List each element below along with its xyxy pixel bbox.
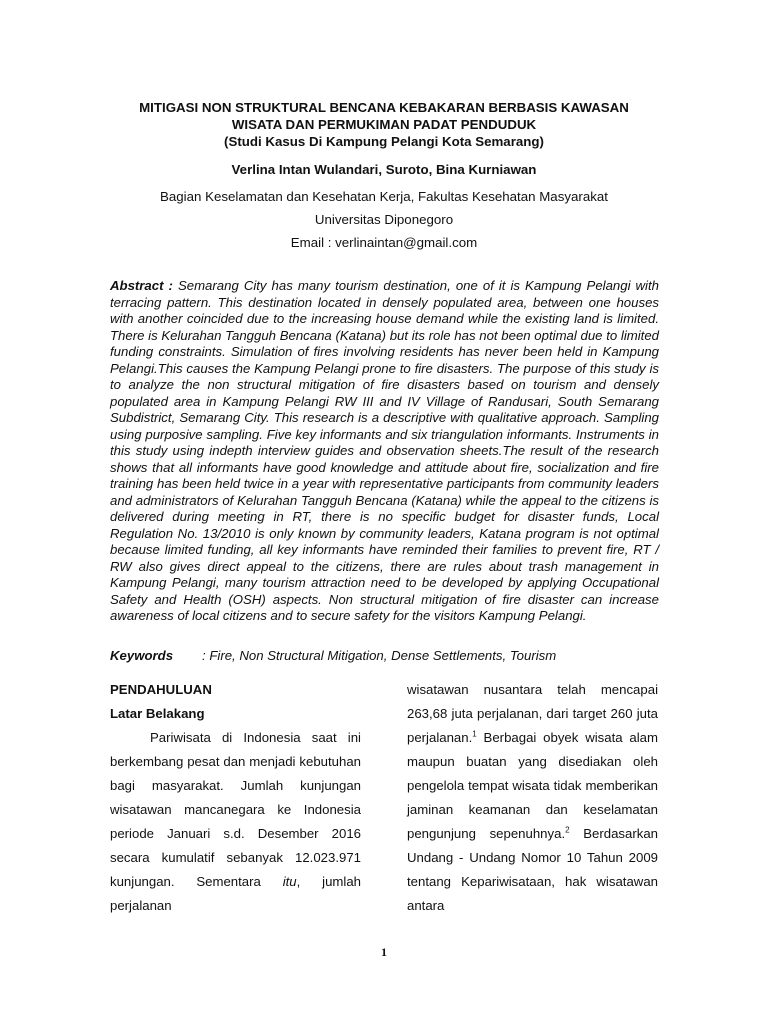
abstract [110,278,659,625]
affiliation-department: Bagian Keselamatan dan Kesehatan Kerja, Fakultas Kesehatan Masyarakat [160,189,608,204]
footnote-ref-1[interactable]: 1 [472,729,477,739]
continued-text-2: Berbagai obyek wisata alam maupun buatan yang disediakan oleh pengelola tempat wisata tidak memberikan jaminan keamanan dan keselamatan pengunjung sepenuhnya. [407,730,658,841]
keywords-text: : Fire, Non Structural Mitigation, Dense Settlements, Tourism [202,648,557,663]
title-line-3: (Studi Kasus Di Kampung Pelangi Kota Semarang) [224,134,544,149]
subsection-heading: Latar Belakang [110,706,205,721]
left-column [110,678,361,918]
intro-text-1: Pariwisata di Indonesia saat ini berkembang pesat dan menjadi kebutuhan bagi masyarakat. Jumlah kunjungan wisatawan mancanegara ke Indonesia periode Januari s.d. Desember 2016 secara kumulatif sebanyak 12.023.971 kunjungan. Sementara [110,730,361,889]
abstract-text: Semarang City has many tourism destination, one of it is Kampung Pelangi with terracing pattern. This destination located in densely populated area, between one houses with another coincided due to the increasing house demand while the existing land is limited. There is Kelurahan Tangguh Bencana (Katana) but its role has not been optimal due to limited funding constraints. Simulation of fires involving residents has never been held in Kampung Pelangi.This causes the Kampung Pelangi prone to fire disasters. The purpose of this study is to analyze the non structural mitigation of fire disasters based on tourism and densely populated area in Kampung Pelangi RW III and IV Village of Randusari, South Semarang Subdistrict, Semarang City. This research is a descriptive with qualitative approach. Sampling using purposive sampling. Five key informants and six triangulation informants. Instruments in this study using indepth interview guides and observation sheets.The result of the research shows that all informants have good knowledge and attitude about fire, socialization and fire training has been held twice in a year with representative participants from community leaders and administrators of Kelurahan Tangguh Bencana (Katana) while the appeal to the citizens is delivered during meeting in RT, there is no specific budget for disaster funds, Local Regulation No. 13/2010 is only known by community leaders, Katana program is not optimal because limited funding, all key informants have reminded their families to prevent fire, RT / RW also gives direct appeal to the citizens, there are rules about trash management in Kampung Pelangi, many tourism attraction need to be developed by applying Occupational Safety and Health (OSH) aspects. Non structural mitigation of fire disaster can increase awareness of local citizens and to secure safety for the visitors Kampung Pelangi. [110,278,659,623]
paper-title [100,99,668,150]
title-line-2: WISATA DAN PERMUKIMAN PADAT PENDUDUK [231,117,537,132]
keywords [110,648,659,663]
intro-paragraph [110,726,361,918]
author-email: Email : verlinaintan@gmail.com [290,235,478,250]
section-heading: PENDAHULUAN [110,682,212,697]
right-column [407,678,658,918]
page-number: 1 [381,945,387,959]
title-line-1: MITIGASI NON STRUKTURAL BENCANA KEBAKARAN BERBASIS KAWASAN [139,100,629,115]
continued-text-3: Berdasarkan Undang - Undang Nomor 10 Tahun 2009 tentang Kepariwisataan, hak wisatawan antara [407,826,658,913]
continued-paragraph [407,678,658,918]
intro-text-2: , jumlah perjalanan [110,874,361,913]
intro-italic-word: itu [282,874,297,889]
author-list: Verlina Intan Wulandari, Suroto, Bina Kurniawan [231,162,537,177]
affiliation-block [100,185,668,254]
abstract-label: Abstract : [110,278,173,293]
keywords-label: Keywords [110,648,174,663]
continued-text-1: wisatawan nusantara telah mencapai 263,68 juta perjalanan, dari target 260 juta perjalanan. [407,682,658,745]
affiliation-university: Universitas Diponegoro [314,212,454,227]
footnote-ref-2[interactable]: 2 [565,825,570,835]
